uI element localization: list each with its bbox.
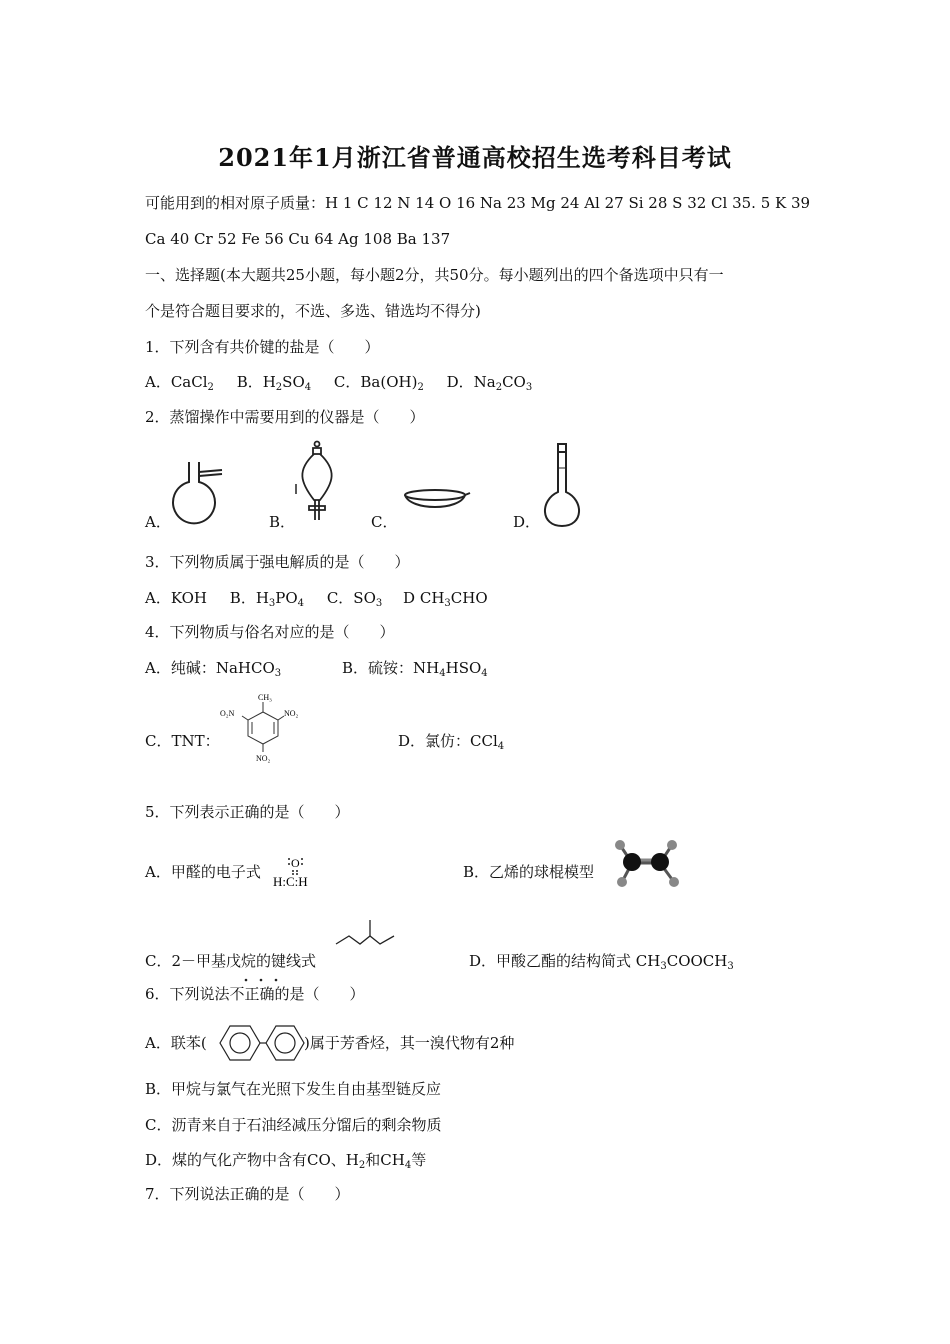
section-heading-line1: 一、选择题(本大题共25小题，每小题2分，共50分。每小题列出的四个备选项中只有一: [145, 266, 724, 284]
q2-option-d: D．: [513, 513, 541, 531]
q2-stem: 2．蒸馏操作中需要用到的仪器是（ ）: [145, 408, 425, 426]
tnt-no2-left-label: O₂N: [220, 709, 235, 718]
q1-option-a: A．CaCl$_2$: [145, 373, 214, 393]
q3-stem: 3．下列物质属于强电解质的是（ ）: [145, 553, 410, 571]
q6-option-a-suffix: )属于芳香烃，其一溴代物有2种: [304, 1034, 515, 1052]
q3-option-d: D $CH_3CHO$: [403, 589, 488, 609]
ethylene-ball-stick-icon: [612, 837, 684, 891]
atomic-masses-line1: 可能用到的相对原子质量：H 1 C 12 N 14 O 16 Na 23 Mg 24 Al 27 Si 28 S 32 Cl 35. 5 K 39: [145, 194, 811, 212]
tnt-structure-icon: [218, 690, 308, 766]
q1-option-c: C．$Ba(OH)_2$: [333, 373, 424, 393]
q4-option-c: C．TNT：: [145, 732, 220, 750]
q3-options: [145, 588, 488, 608]
q2-option-b: B．: [269, 513, 296, 531]
page-title: 2021年1月浙江省普通高校招生选考科目考试: [218, 143, 732, 172]
biphenyl-structure-icon: [210, 1017, 306, 1069]
q5-option-d: D．甲酸乙酯的结构简式 $CH_3COOCH_3$: [469, 952, 734, 972]
separatory-funnel-icon: [292, 440, 342, 530]
tnt-no2-right-label: NO₂: [284, 709, 299, 718]
emphasis-dots: [240, 978, 300, 984]
evaporating-dish-icon: [402, 487, 474, 519]
q1-stem: 1．下列含有共价键的盐是（ ）: [145, 338, 380, 356]
q4-option-d: D．氯仿：CCl$_4$: [398, 732, 505, 752]
q6-stem: 6．下列说法不正确的是（ ）: [145, 985, 365, 1003]
q5-stem: 5．下列表示正确的是（ ）: [145, 803, 350, 821]
q7-stem: 7．下列说法正确的是（ ）: [145, 1185, 350, 1203]
q5-option-c: C．2－甲基戊烷的键线式: [145, 952, 317, 970]
q1-option-b: B．$H_2SO_4$: [236, 373, 312, 393]
q6-option-c: C．沥青来自于石油经减压分馏后的剩余物质: [145, 1116, 442, 1134]
q3-option-c: C．$SO_3$: [326, 589, 383, 609]
q6-option-a-prefix: A．联苯(: [145, 1034, 207, 1052]
q5-option-a: A．甲醛的电子式: [145, 863, 261, 881]
methylpentane-skeletal-icon: [334, 916, 398, 948]
tnt-no2-bottom-label: NO₂: [256, 754, 271, 763]
tnt-ch3-label: CH₃: [258, 693, 272, 702]
distillation-flask-icon: [170, 458, 230, 530]
q2-option-a: A．: [145, 513, 171, 531]
q6-option-b: B．甲烷与氯气在光照下发生自由基型链反应: [145, 1080, 442, 1098]
q6-option-d: D．煤的气化产物中含有CO、$H_2$和$CH_4$等: [145, 1151, 427, 1171]
atomic-masses-line2: Ca 40 Cr 52 Fe 56 Cu 64 Ag 108 Ba 137: [145, 230, 451, 248]
q3-option-b: B．$H_3PO_4$: [229, 589, 305, 609]
q4-option-b: B．硫铵：$NH_4HSO_4$: [342, 659, 488, 679]
q5-option-b: B．乙烯的球棍模型: [463, 863, 595, 881]
formaldehyde-electron-formula: [273, 855, 323, 891]
formula-hch: H:C:H: [273, 874, 308, 889]
q1-option-d: D．$Na_2CO_3$: [446, 373, 533, 393]
formula-oxygen: O: [291, 856, 300, 870]
q1-options: [145, 372, 532, 392]
q4-stem: 4．下列物质与俗名对应的是（ ）: [145, 623, 395, 641]
volumetric-flask-icon: [538, 442, 588, 530]
q2-option-c: C．: [371, 513, 398, 531]
q3-option-a: A．KOH: [145, 589, 208, 607]
q4-option-a: A．纯碱：NaHCO$_3$: [145, 659, 282, 679]
section-heading-line2: 个是符合题目要求的，不选、多选、错选均不得分): [145, 302, 481, 320]
